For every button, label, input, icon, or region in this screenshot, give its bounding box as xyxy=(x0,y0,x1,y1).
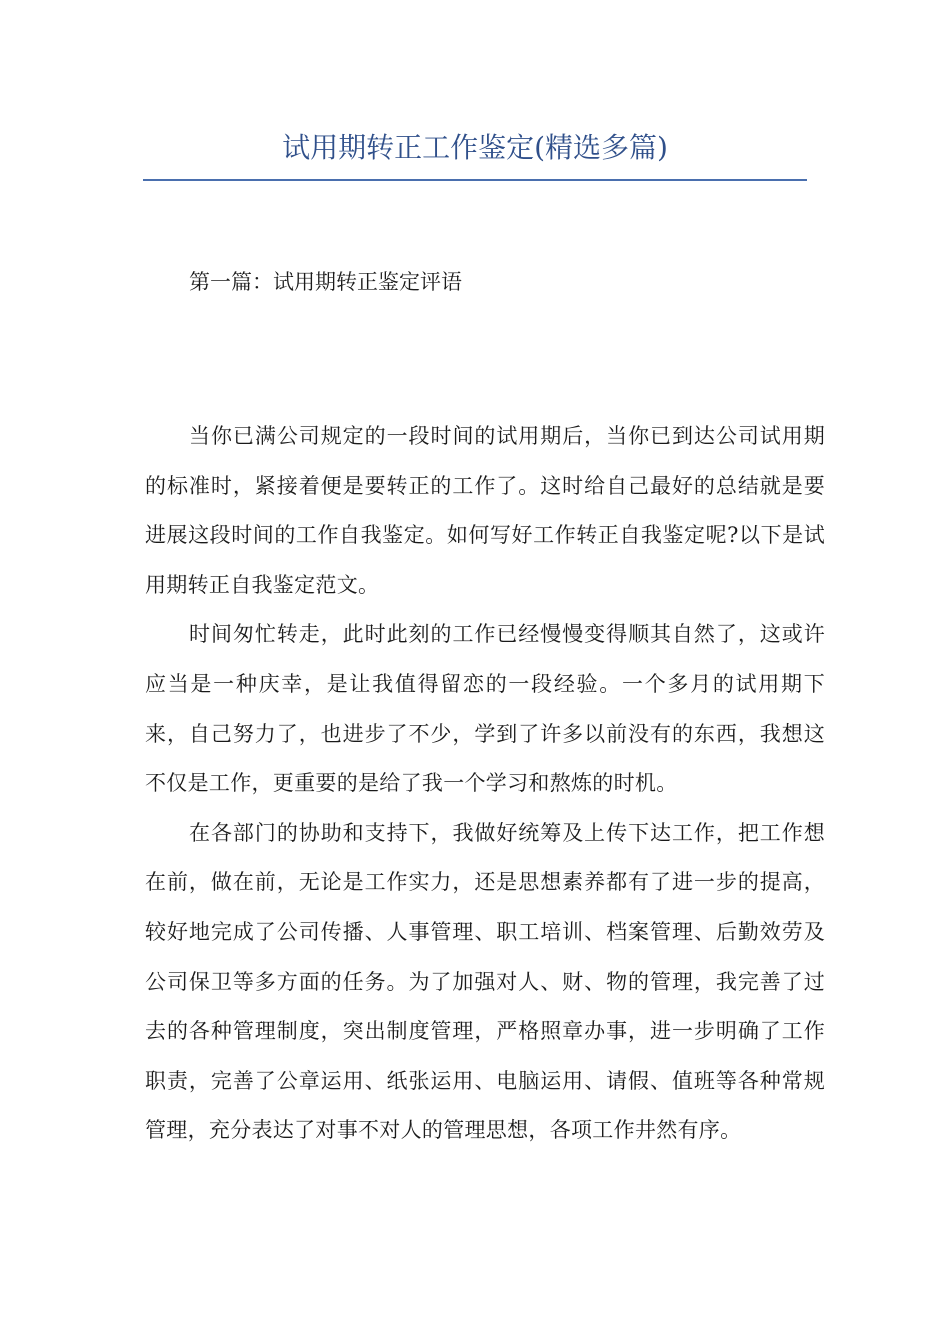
document-title: 试用期转正工作鉴定(精选多篇) xyxy=(282,131,668,164)
paragraph: 时间匆忙转走，此时此刻的工作已经慢慢变得顺其自然了，这或许应当是一种庆幸，是让我值得留恋的一段经验。一个多月的试用期下来，自己努力了，也进步了不少，学到了许多以前没有的东西，我想这不仅是工作，更重要的是给了我一个学习和熬炼的时机。 xyxy=(145,622,825,796)
title-underline xyxy=(143,179,807,181)
section-heading: 第一篇：试用期转正鉴定评语 xyxy=(189,270,462,294)
body-text xyxy=(145,412,825,1156)
paragraph: 当你已满公司规定的一段时间的试用期后，当你已到达公司试用期的标准时，紧接着便是要转正的工作了。这时给自己最好的总结就是要进展这段时间的工作自我鉴定。如何写好工作转正自我鉴定呢?以下是试用期转正自我鉴定范文。 xyxy=(145,424,825,597)
paragraph: 在各部门的协助和支持下，我做好统筹及上传下达工作，把工作想在前，做在前，无论是工作实力，还是思想素养都有了进一步的提高，较好地完成了公司传播、人事管理、职工培训、档案管理、后勤效劳及公司保卫等多方面的任务。为了加强对人、财、物的管理，我完善了过去的各种管理制度，突出制度管理，严格照章办事，进一步明确了工作职责，完善了公章运用、纸张运用、电脑运用、请假、值班等各种常规管理，充分表达了对事不对人的管理思想，各项工作井然有序。 xyxy=(145,820,825,1143)
